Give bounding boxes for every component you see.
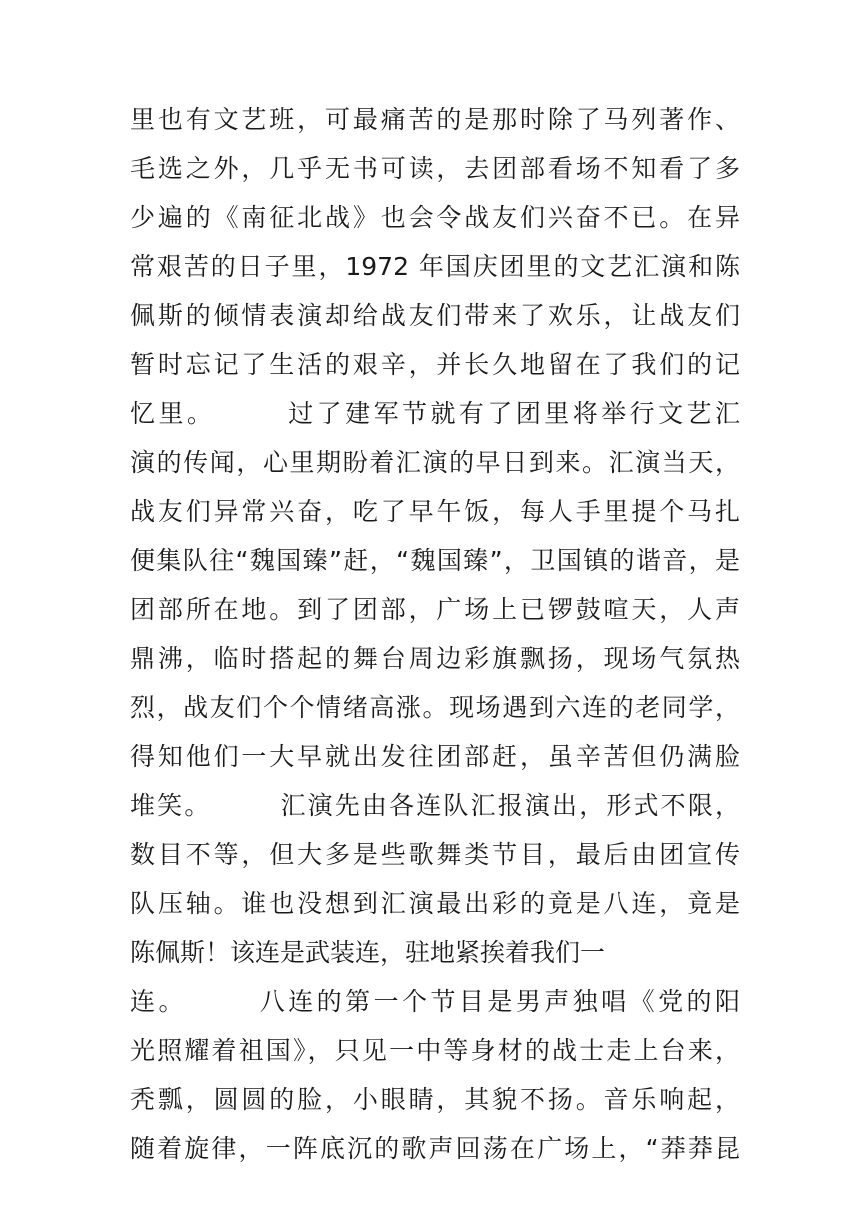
text-line: 烈，战友们个个情绪高涨。现场遇到六连的老同学， [130,693,740,722]
text-line: 里也有文艺班，可最痛苦的是那时除了马列著作、 [130,105,740,134]
text-line: 忆里。 过了建军节就有了团里将举行文艺汇 [130,399,740,428]
text-line: 数目不等，但大多是些歌舞类节目，最后由团宣传 [130,840,740,869]
text-line: 秃瓢，圆圆的脸，小眼睛，其貌不扬。音乐响起， [130,1085,740,1114]
text-line: 便集队往“魏国臻”赶，“魏国臻”，卫国镇的谐音，是 [130,546,740,575]
text-line: 陈佩斯！该连是武装连，驻地紧挨着我们一 [130,938,606,967]
text-line: 光照耀着祖国》，只见一中等身材的战士走上台来， [130,1036,740,1065]
text-line: 战友们异常兴奋，吃了早午饭，每人手里提个马扎 [130,497,740,526]
text-line: 连。 八连的第一个节目是男声独唱《党的阳 [130,987,740,1016]
text-line: 得知他们一大早就出发往团部赶，虽辛苦但仍满脸 [130,742,740,771]
text-line: 队压轴。谁也没想到汇演最出彩的竟是八连，竟是 [130,889,740,918]
text-line: 暂时忘记了生活的艰辛，并长久地留在了我们的记 [130,350,740,379]
text-line: 演的传闻，心里期盼着汇演的早日到来。汇演当天， [130,448,740,477]
text-line: 毛选之外，几乎无书可读，去团部看场不知看了多 [130,154,740,183]
text-line: 常艰苦的日子里，1972 年国庆团里的文艺汇演和陈 [130,252,740,281]
text-line: 随着旋律，一阵底沉的歌声回荡在广场上，“莽莽昆 [130,1134,740,1163]
text-line: 佩斯的倾情表演却给战友们带来了欢乐，让战友们 [130,301,740,330]
text-line: 鼎沸，临时搭起的舞台周边彩旗飘扬，现场气氛热 [130,644,740,673]
text-line: 堆笑。 汇演先由各连队汇报演出，形式不限， [130,791,740,820]
text-line: 团部所在地。到了团部，广场上已锣鼓喧天，人声 [130,595,740,624]
text-line: 少遍的《南征北战》也会令战友们兴奋不已。在异 [130,203,740,232]
